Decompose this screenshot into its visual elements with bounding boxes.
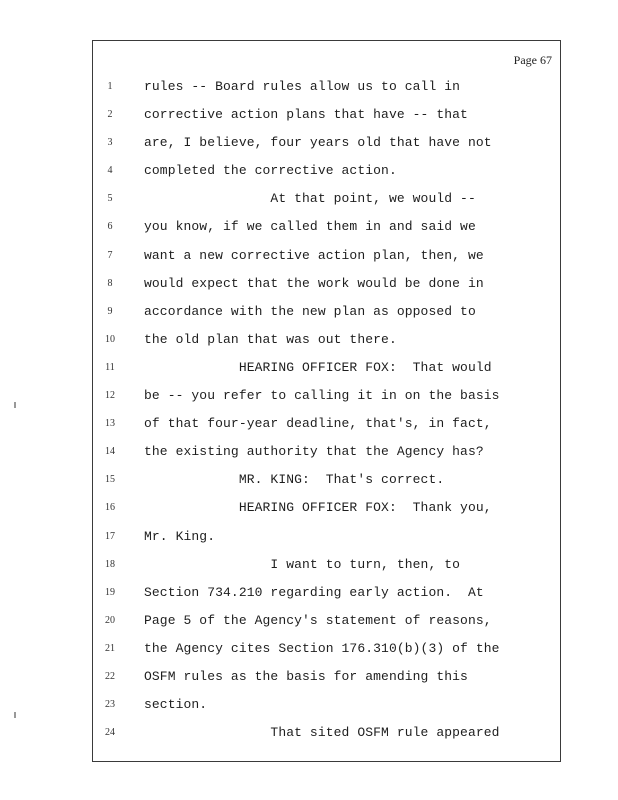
line-text: accordance with the new plan as opposed to: [144, 303, 476, 319]
line-text: you know, if we called them in and said we: [144, 219, 476, 235]
line-text: corrective action plans that have -- that: [144, 107, 468, 123]
line-number: 7: [107, 249, 113, 261]
line-text: be -- you refer to calling it in on the basis: [144, 388, 500, 404]
transcript-line: [93, 663, 560, 691]
line-text: completed the corrective action.: [144, 163, 397, 179]
line-number: 22: [105, 670, 115, 682]
line-number: 20: [105, 614, 115, 626]
transcript-line: [93, 551, 560, 579]
transcript-line: [93, 185, 560, 213]
transcript-line: [93, 298, 560, 326]
line-number: 2: [107, 109, 113, 121]
margin-mark: [14, 712, 16, 718]
transcript-line: [93, 242, 560, 270]
line-text: the existing authority that the Agency has?: [144, 444, 484, 460]
line-number: 3: [107, 137, 113, 149]
transcript-line: [93, 382, 560, 410]
transcript-line: [93, 523, 560, 551]
line-number: 8: [107, 277, 113, 289]
line-number: 17: [105, 530, 115, 542]
line-number: 15: [105, 474, 115, 486]
line-text: are, I believe, four years old that have not: [144, 135, 492, 151]
line-number: 14: [105, 446, 115, 458]
line-number: 24: [105, 727, 115, 739]
line-text: want a new corrective action plan, then, we: [144, 247, 484, 263]
line-text: the Agency cites Section 176.310(b)(3) of the: [144, 640, 500, 656]
transcript-line: [93, 607, 560, 635]
line-number: 10: [105, 333, 115, 345]
line-number: 16: [105, 502, 115, 514]
line-text: That sited OSFM rule appeared: [144, 725, 500, 741]
line-number: 5: [107, 193, 113, 205]
transcript-line: [93, 101, 560, 129]
line-number: 1: [107, 81, 113, 92]
line-number: 19: [105, 586, 115, 598]
line-number: 9: [107, 305, 113, 317]
transcript-line: [93, 213, 560, 241]
transcript-line: [93, 326, 560, 354]
line-text: At that point, we would --: [144, 191, 476, 207]
transcript-page: [92, 40, 561, 762]
line-text: of that four-year deadline, that's, in fact,: [144, 416, 492, 432]
line-number: 11: [105, 361, 115, 373]
transcript-line: [93, 466, 560, 494]
line-text: would expect that the work would be done in: [144, 275, 484, 291]
line-text: MR. KING: That's correct.: [144, 472, 445, 488]
line-text: HEARING OFFICER FOX: Thank you,: [144, 500, 492, 516]
transcript-line: [93, 635, 560, 663]
line-number: 21: [105, 642, 115, 654]
line-number: 23: [105, 699, 115, 711]
line-text: Section 734.210 regarding early action. At: [144, 584, 484, 600]
transcript-line: [93, 691, 560, 719]
transcript-line: [93, 157, 560, 185]
line-number: 13: [105, 418, 115, 430]
transcript-line: [93, 410, 560, 438]
transcript-line: [93, 73, 560, 101]
line-number: 6: [107, 221, 113, 233]
line-text: HEARING OFFICER FOX: That would: [144, 359, 492, 375]
line-text: Mr. King.: [144, 528, 216, 544]
transcript-line: [93, 438, 560, 466]
line-number: 18: [105, 558, 115, 570]
transcript-line: [93, 494, 560, 522]
transcript-line: [93, 354, 560, 382]
line-text: section.: [144, 697, 208, 713]
transcript-line: [93, 579, 560, 607]
margin-mark: [14, 402, 16, 408]
transcript-line: [93, 129, 560, 157]
line-text: I want to turn, then, to: [144, 556, 461, 572]
page-number: Page 67: [513, 53, 552, 67]
transcript-lines: [93, 73, 560, 747]
transcript-line: [93, 270, 560, 298]
line-text: the old plan that was out there.: [144, 331, 397, 347]
transcript-line: [93, 719, 560, 747]
line-text: Page 5 of the Agency's statement of reasons,: [144, 612, 492, 628]
line-number: 4: [107, 165, 113, 177]
line-number: 12: [105, 390, 115, 402]
line-text: rules -- Board rules allow us to call in: [144, 79, 461, 94]
line-text: OSFM rules as the basis for amending this: [144, 668, 468, 684]
